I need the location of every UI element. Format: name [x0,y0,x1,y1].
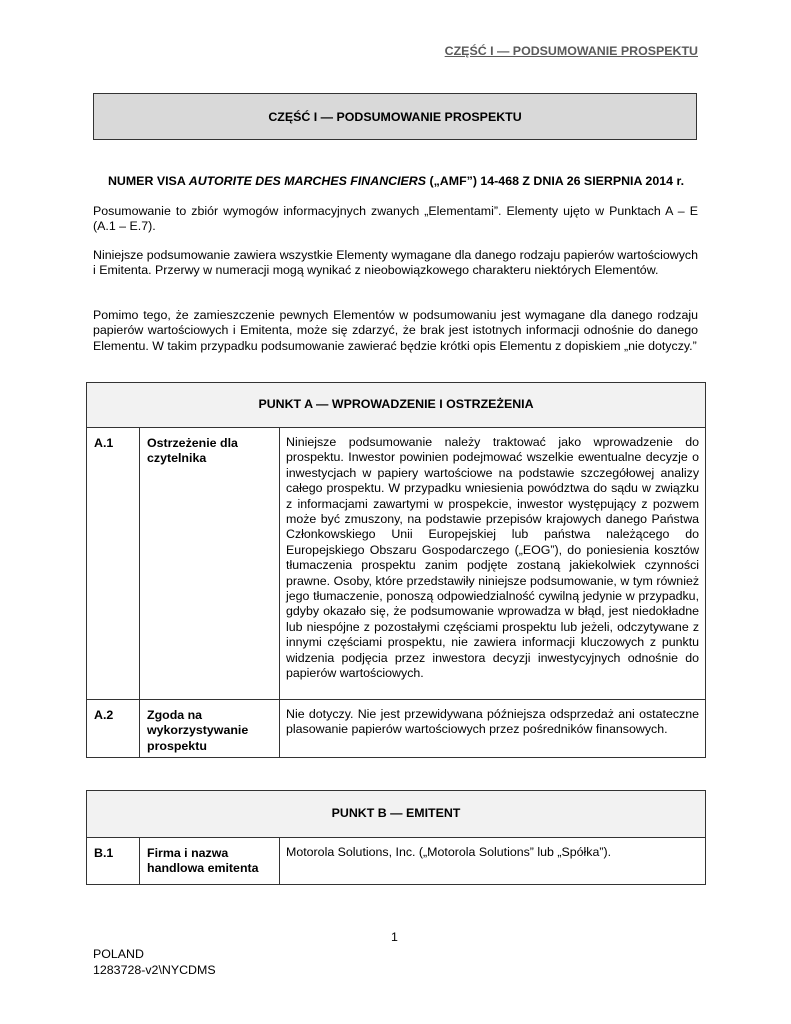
row-text: Nie dotyczy. Nie jest przewidywana późniejsza odsprzedaż ani ostateczne plasowanie papierów wartościowych przez pośredników finansowych. [280,700,706,758]
visa-authority: AUTORITE DES MARCHES FINANCIERS [188,174,427,188]
row-code: A.1 [87,428,140,700]
title-box [93,93,697,140]
table-row [87,428,706,700]
section-a-table [86,382,706,758]
row-label: Ostrzeżenie dla czytelnika [140,428,280,700]
intro-paragraph-2: Niniejsze podsumowanie zawiera wszystkie Elementy wymagane dla danego rodzaju papierów wartościowych i Emitenta. Przerwy w numeracji mogą wynikać z nieobowiązkowego charakteru niektórych Elementów. [93,248,698,278]
row-code: B.1 [87,838,140,885]
visa-prefix: NUMER VISA [107,174,189,188]
running-header: CZĘŚĆ I — PODSUMOWANIE PROSPEKTU [444,44,698,58]
table-row [87,700,706,758]
intro-paragraph-1: Posumowanie to zbiór wymogów informacyjnych zwanych „Elementami”. Elementy ujęto w Punktach A – E (A.1 – E.7). [93,204,698,234]
title-box-text: CZĘŚĆ I — PODSUMOWANIE PROSPEKTU [268,109,522,124]
section-b-table [86,790,706,885]
visa-suffix: („AMF”) 14-468 Z DNIA 26 SIERPNIA 2014 r. [426,174,685,188]
row-label: Zgoda na wykorzystywanie prospektu [140,700,280,758]
intro-paragraph-3: Pomimo tego, że zamieszczenie pewnych Elementów w podsumowaniu jest wymagane dla danego rodzaju papierów wartościowych i Emitenta, może się zdarzyć, że brak jest istotnych informacji odnośnie do danego Elementu. W takim przypadku podsumowanie zawierać będzie krótki opis Elementu z dopiskiem „nie dotyczy.” [93,308,698,353]
visa-heading [96,174,696,188]
row-code: A.2 [87,700,140,758]
table-row [87,838,706,885]
page-number: 1 [391,930,398,944]
section-b-heading: PUNKT B — EMITENT [87,791,706,838]
row-text: Motorola Solutions, Inc. („Motorola Solutions” lub „Spółka”). [280,838,706,885]
footer [93,946,216,978]
section-a-heading: PUNKT A — WPROWADZENIE I OSTRZEŻENIA [87,383,706,428]
row-text: Niniejsze podsumowanie należy traktować jako wprowadzenie do prospektu. Inwestor powinien podejmować wszelkie ewentualne decyzje o inwestycjach w papiery wartościowe na podstawie szczegółowej analizy całego prospektu. W przypadku wniesienia powództwa do sądu w związku z informacjami zawartymi w prospekcie, inwestor występujący z pozwem może być zmuszony, na podstawie przepisów krajowych danego Państwa Członkowskiego Unii Europejskiej lub państwa należącego do Europejskiego Obszaru Gospodarczego („EOG”), do poniesienia kosztów tłumaczenia prospektu zanim podjęte zostaną jakiekolwiek czynności prawne. Osoby, które przedstawiły niniejsze podsumowanie, w tym również jego tłumaczenie, ponoszą odpowiedzialność cywilną jedynie w przypadku, gdyby okazało się, że podsumowanie wprowadza w błąd, jest niedokładne lub niespójne z pozostałymi częściami prospektu lub jeżeli, odczytywane z innymi częściami prospektu, nie zawiera informacji kluczowych z punktu widzenia podjęcia przez inwestora decyzji inwestycyjnych odnośnie do papierów wartościowych. [280,428,706,700]
footer-country: POLAND [93,947,144,961]
row-label: Firma i nazwa handlowa emitenta [140,838,280,885]
footer-doc-id: 1283728-v2\NYCDMS [93,963,216,977]
